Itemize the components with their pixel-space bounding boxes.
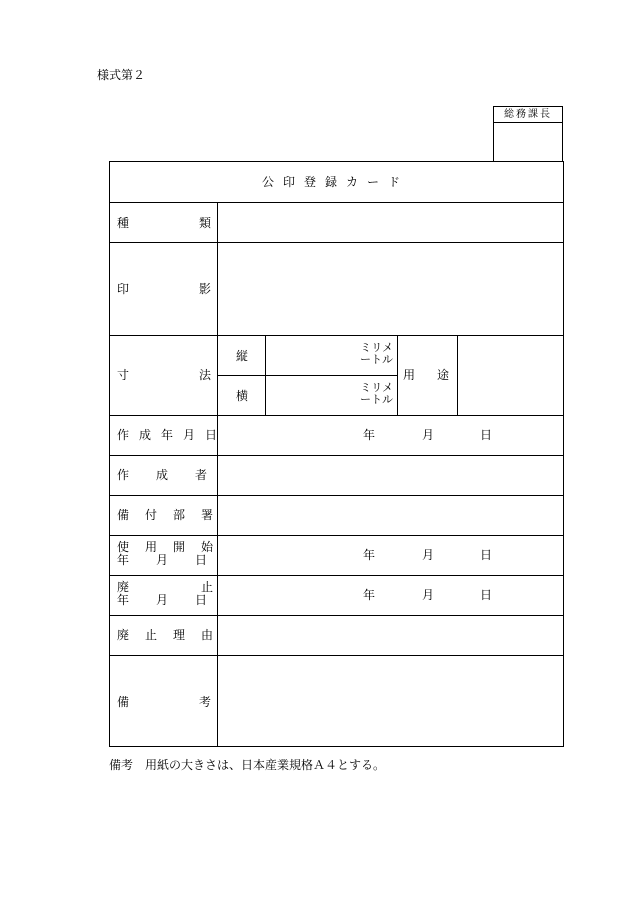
created-month: 月	[422, 428, 435, 442]
label-start-date: 使用開始 年月日	[117, 540, 235, 567]
abolition-month: 月	[422, 588, 435, 602]
created-year: 年	[363, 428, 376, 442]
abolition-year: 年	[363, 588, 376, 602]
start-month: 月	[422, 548, 435, 562]
row-divider	[110, 535, 563, 536]
abolition-day: 日	[480, 588, 493, 602]
label-department: 備付部署	[117, 508, 230, 522]
row-divider	[110, 242, 563, 243]
row-divider	[110, 575, 563, 576]
row-divider	[110, 202, 563, 203]
label-kind: 種類	[117, 216, 282, 230]
created-day: 日	[480, 428, 493, 442]
card-title: 公印登録カード	[262, 175, 410, 189]
label-width: 横	[236, 389, 249, 403]
label-purpose: 用途	[403, 368, 472, 382]
height-unit: ミリメ ートル	[360, 341, 393, 366]
start-day: 日	[480, 548, 493, 562]
label-remarks: 備考	[117, 695, 282, 709]
label-height: 縦	[236, 349, 249, 363]
size-col-divider	[397, 335, 398, 415]
approval-header: 総務課長	[494, 107, 562, 123]
footnote: 備考 用紙の大きさは、日本産業規格Ａ４とする。	[109, 758, 386, 772]
row-divider	[110, 455, 563, 456]
row-divider	[110, 415, 563, 416]
start-year: 年	[363, 548, 376, 562]
label-impression: 印影	[117, 282, 282, 296]
label-size: 寸法	[117, 368, 282, 382]
row-divider	[110, 615, 563, 616]
width-unit: ミリメ ートル	[360, 381, 393, 406]
seal-registration-card	[109, 161, 564, 747]
label-abolition-date: 廃止 年月日	[117, 580, 286, 607]
label-creator: 作成者	[117, 468, 235, 482]
label-abolition-reason: 廃止理由	[117, 628, 230, 642]
row-divider	[110, 655, 563, 656]
approval-box	[493, 106, 563, 162]
row-divider	[110, 495, 563, 496]
row-divider	[110, 335, 563, 336]
form-number: 様式第２	[97, 68, 146, 82]
label-created-date: 作成年月日	[117, 428, 228, 442]
